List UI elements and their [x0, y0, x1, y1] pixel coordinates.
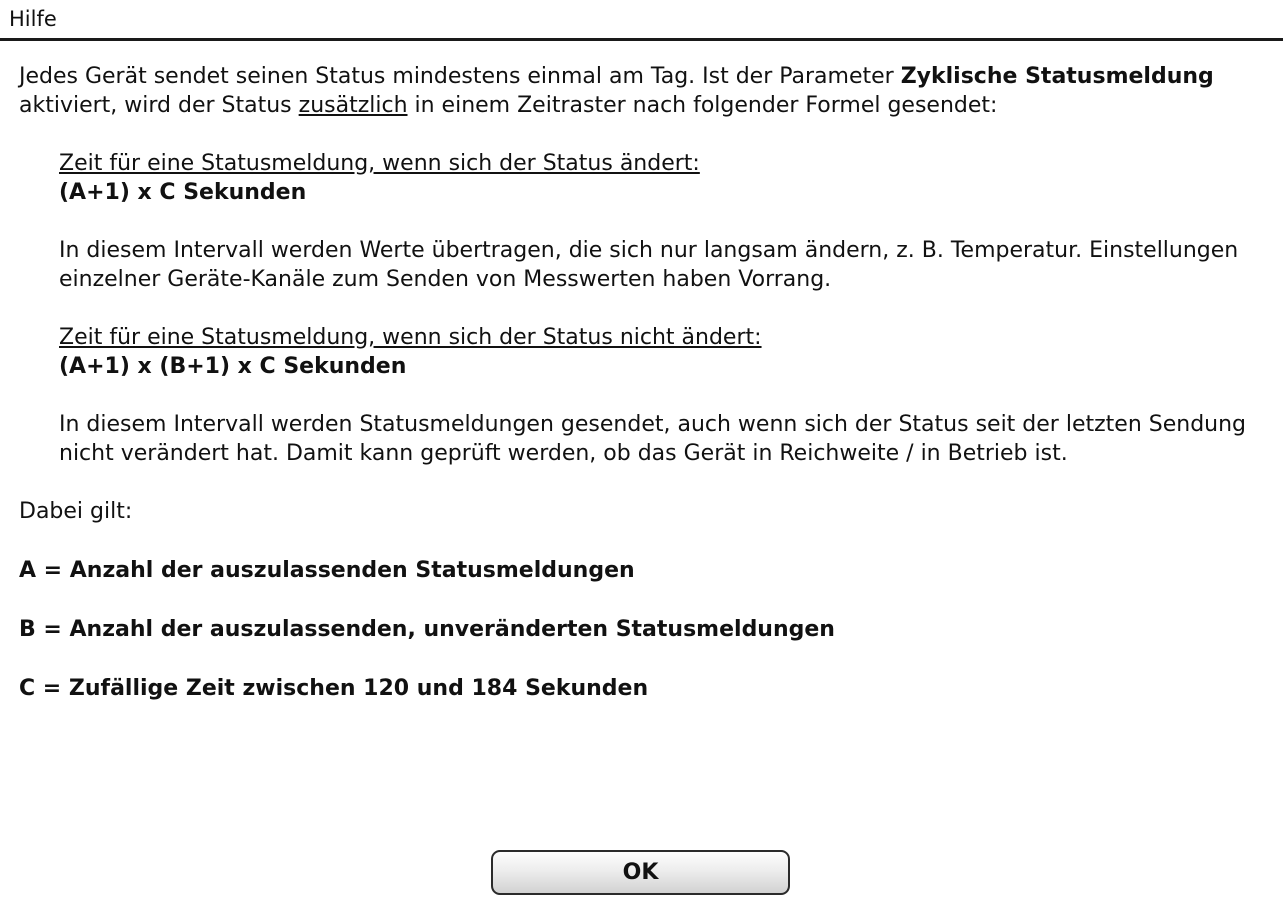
- intro-text-2: aktiviert, wird der Status: [19, 93, 299, 118]
- section-nochange-description: In diesem Intervall werden Statusmeldungen gesendet, auch wenn sich der Status seit der letzten Sendung nicht verändert hat. Damit kann geprüft werden, ob das Gerät in Reichweite / in Betrieb ist.: [59, 412, 1247, 466]
- section-change-formula: (A+1) x C Sekunden: [59, 180, 307, 205]
- help-content: [19, 62, 1269, 703]
- section-status-nochange: [19, 323, 1269, 468]
- section-nochange-formula: (A+1) x (B+1) x C Sekunden: [59, 354, 407, 379]
- definition-a: A = Anzahl der auszulassenden Statusmeldungen: [19, 558, 635, 583]
- emphasis-word: zusätzlich: [298, 93, 408, 118]
- definitions-intro: Dabei gilt:: [19, 499, 133, 524]
- intro-paragraph: [19, 62, 1269, 120]
- section-status-change: [19, 149, 1269, 294]
- section-change-heading: Zeit für eine Statusmeldung, wenn sich der Status ändert:: [59, 151, 700, 176]
- definitions-list: [19, 556, 1269, 703]
- dialog-titlebar: [0, 0, 1283, 41]
- section-nochange-heading: Zeit für eine Statusmeldung, wenn sich der Status nicht ändert:: [59, 325, 762, 350]
- intro-text-1: Jedes Gerät sendet seinen Status mindestens einmal am Tag. Ist der Parameter: [19, 64, 901, 89]
- ok-button[interactable]: OK: [491, 850, 790, 895]
- definition-b: B = Anzahl der auszulassenden, unveränderten Statusmeldungen: [19, 617, 835, 642]
- intro-text-3: in einem Zeitraster nach folgender Formel gesendet:: [407, 93, 998, 118]
- definition-c: C = Zufällige Zeit zwischen 120 und 184 Sekunden: [19, 676, 649, 701]
- dialog-title: Hilfe: [9, 7, 57, 31]
- parameter-name: Zyklische Statusmeldung: [900, 64, 1214, 89]
- section-change-description: In diesem Intervall werden Werte übertragen, die sich nur langsam ändern, z. B. Temperatur. Einstellungen einzelner Geräte-Kanäle zum Senden von Messwerten haben Vorrang.: [59, 238, 1239, 292]
